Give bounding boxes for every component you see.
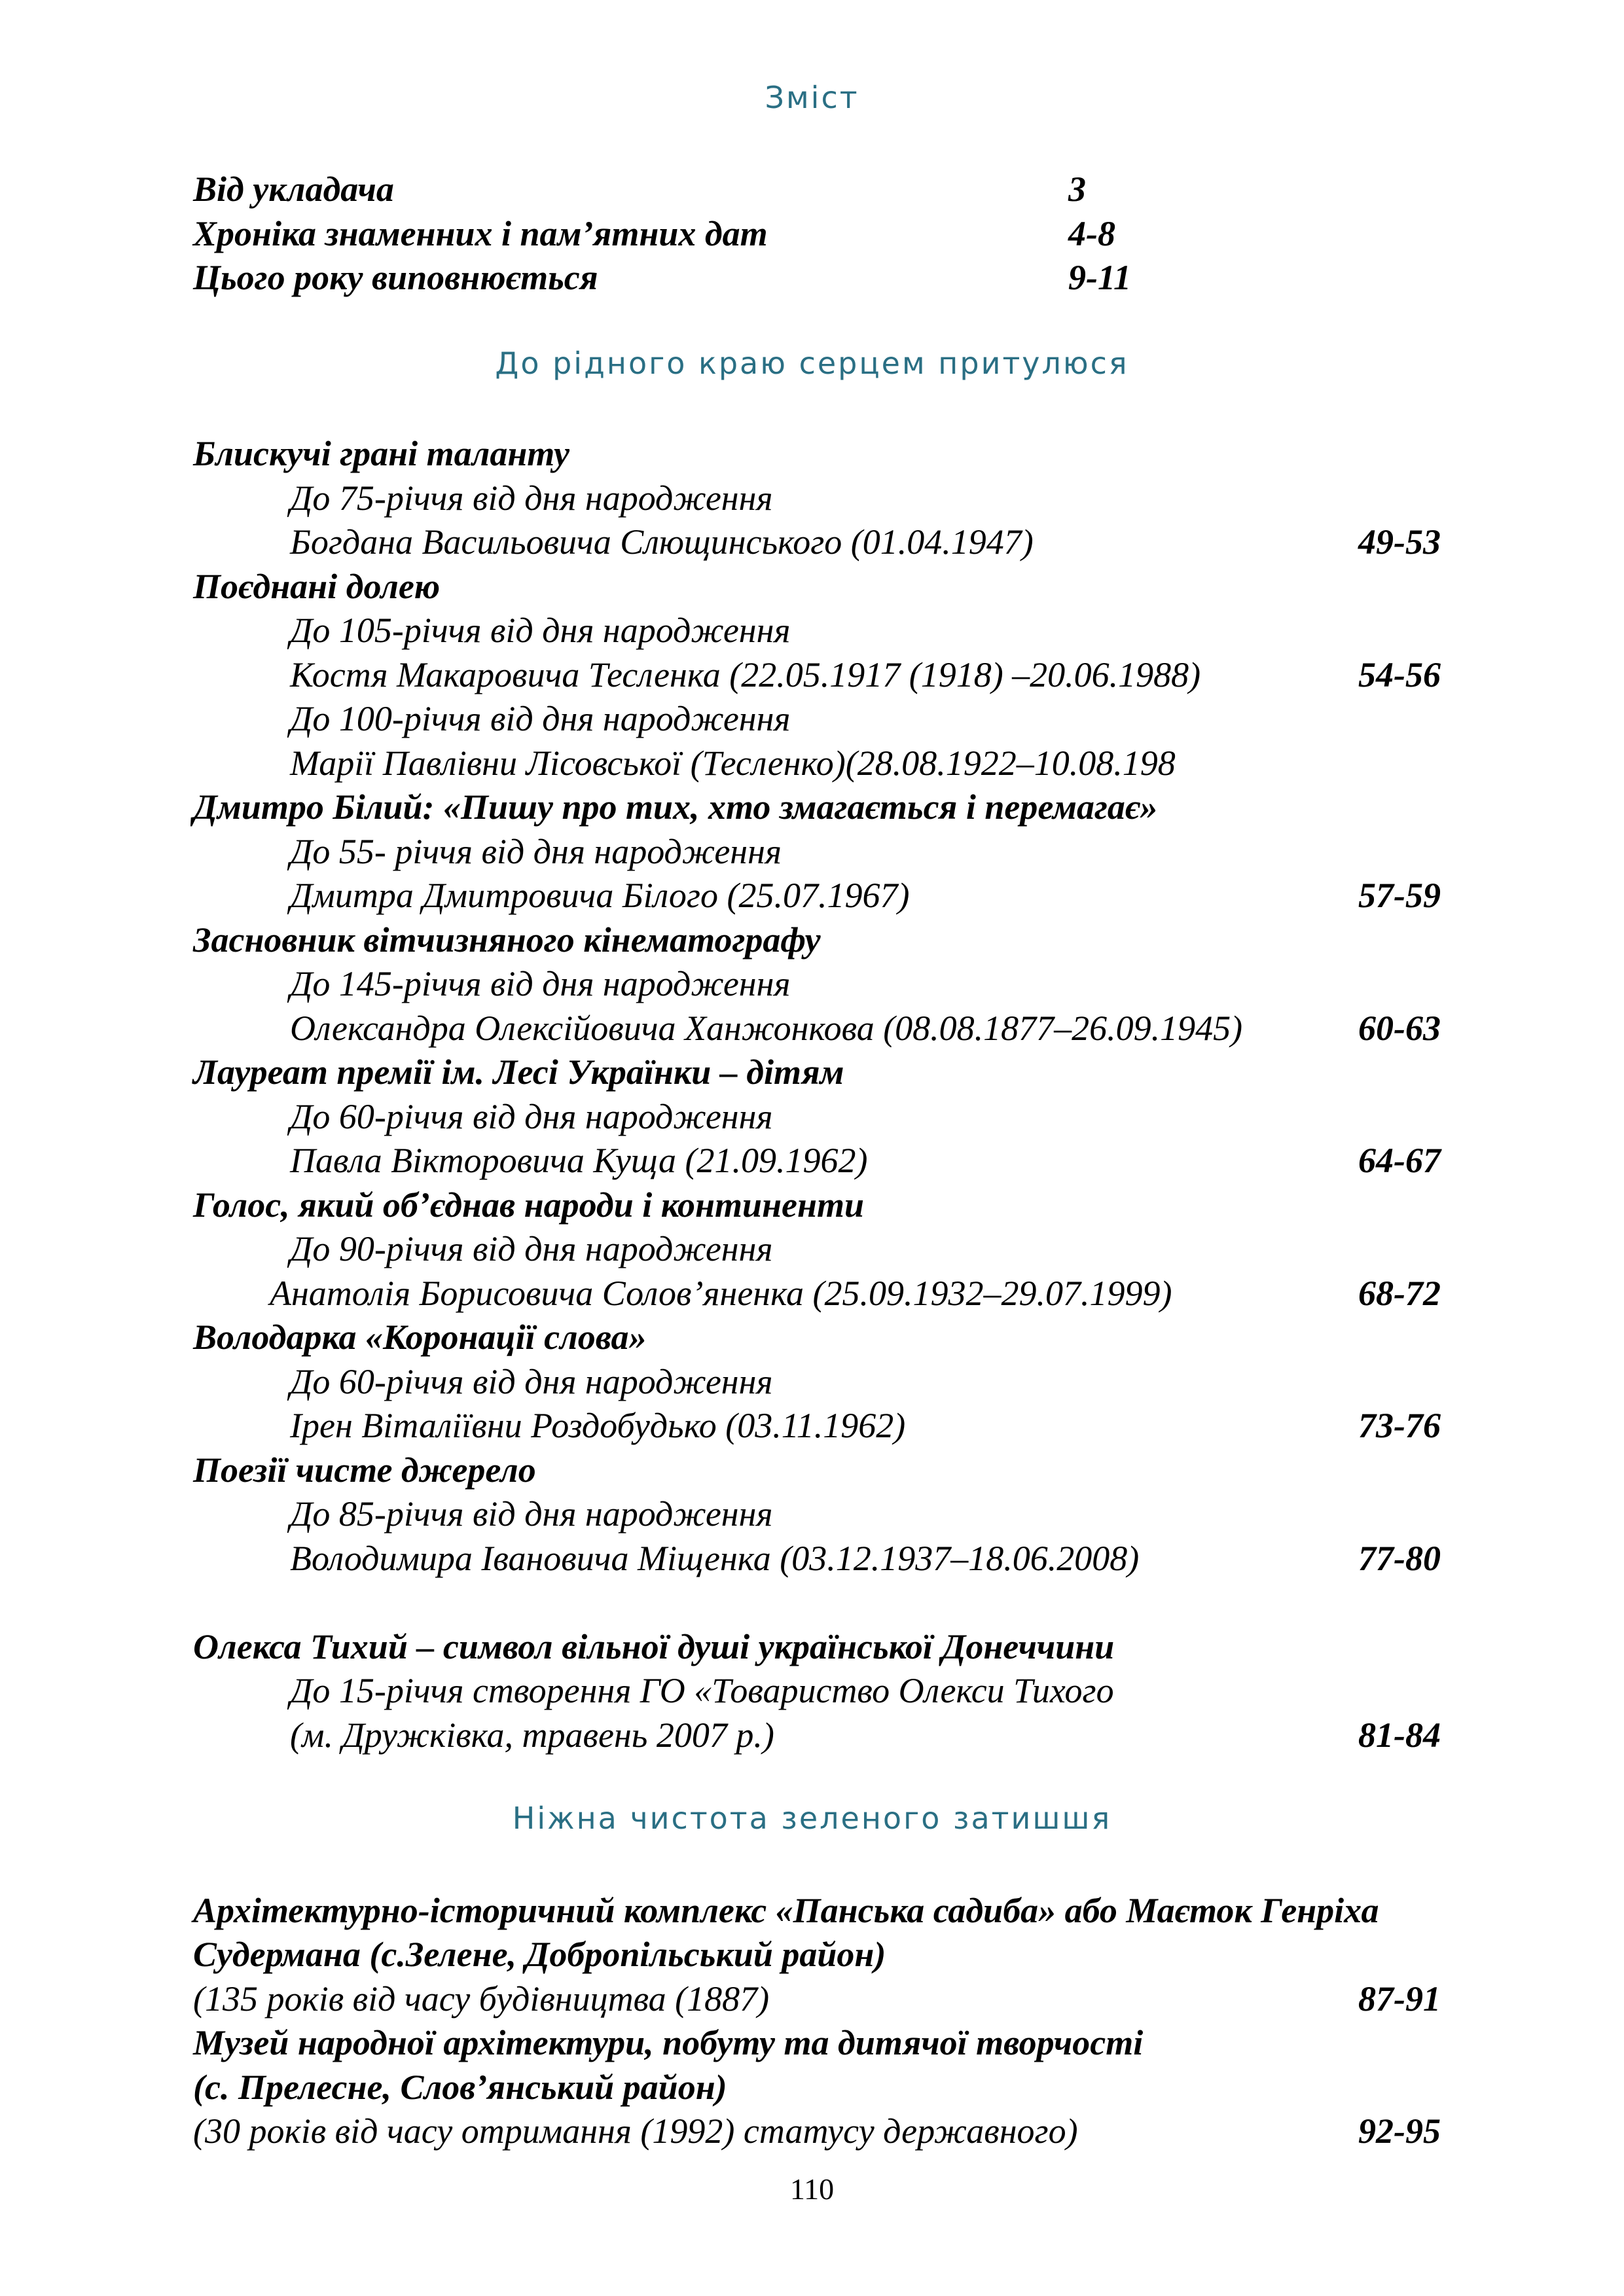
toc-entry-subtitle — [0, 1270, 1624, 1316]
toc-entry-occasion: До 60-річчя від дня народження — [290, 1362, 773, 1401]
toc-entry-page: 60-63 — [1358, 1009, 1441, 1048]
toc-entry-subtitle — [0, 1403, 1624, 1448]
toc-entry-subtitle — [0, 696, 1624, 742]
toc-entry-title-line — [0, 1447, 1624, 1493]
toc-entry-title: Архітектурно-історичний комплекс «Панська садиба» або Маєток Генріха — [193, 1891, 1379, 1930]
toc-entry-title-line — [0, 1182, 1624, 1228]
toc-entry-title: Судермана (с.Зелене, Добропільський район) — [193, 1935, 886, 1974]
toc-entry-title-line — [0, 1314, 1624, 1360]
toc-entry-page: 54-56 — [1358, 655, 1441, 694]
toc-entry — [0, 211, 1624, 257]
toc-entry-occasion: До 145-річчя від дня народження — [290, 964, 791, 1003]
toc-entry-subtitle — [0, 607, 1624, 653]
toc-entry-person: Богдана Васильовича Слющинського (01.04.1947) — [290, 522, 1034, 562]
toc-heading: Зміст — [765, 80, 859, 115]
toc-entry-subtitle — [0, 1138, 1624, 1183]
toc-entry-title: Голос, який об’єднав народи і континенти — [193, 1185, 865, 1225]
toc-entry-title-line — [0, 1931, 1624, 1977]
toc-entry-page: 64-67 — [1358, 1141, 1441, 1180]
toc-entry-title: Поезії чисте джерело — [193, 1450, 536, 1490]
toc-entry-title: Дмитро Білий: «Пишу про тих, хто змагається і перемагає» — [193, 787, 1158, 827]
page-number: 110 — [789, 2172, 835, 2206]
toc-entry-subtitle — [0, 652, 1624, 698]
toc-entry-subtitle — [0, 2108, 1624, 2154]
toc-entry-title: Засновник вітчизняного кінематографу — [193, 920, 821, 960]
toc-entry-title: Музей народної архітектури, побуту та дитячої творчості — [193, 2023, 1144, 2062]
toc-entry-occasion: До 60-річчя від дня народження — [290, 1097, 773, 1136]
toc-entry-subtitle — [0, 1226, 1624, 1272]
toc-entry-occasion: До 105-річчя від дня народження — [290, 611, 791, 650]
toc-entry-subtitle — [0, 1491, 1624, 1537]
toc-entry-page: 49-53 — [1358, 522, 1441, 562]
toc-entry-person: Костя Макаровича Тесленка (22.05.1917 (1918) –20.06.1988) — [290, 655, 1201, 694]
toc-entry-title-line — [0, 1049, 1624, 1095]
toc-entry-page: 92-95 — [1358, 2111, 1441, 2151]
toc-entry-title: Хроніка знаменних і пам’ятних дат — [193, 214, 768, 253]
toc-entry-occasion: До 55- річчя від дня народження — [290, 832, 782, 871]
toc-entry-page: 4-8 — [1068, 214, 1115, 253]
toc-entry-person: Дмитра Дмитровича Білого (25.07.1967) — [290, 876, 910, 915]
toc-entry-title-line — [0, 1888, 1624, 1933]
toc-entry-title: (с. Прелесне, Слов’янський район) — [193, 2068, 727, 2107]
toc-entry-subtitle — [0, 872, 1624, 918]
section-heading: Ніжна чистота зеленого затишшя — [512, 1801, 1112, 1836]
toc-entry-page: 81-84 — [1358, 1715, 1441, 1755]
toc-entry — [0, 255, 1624, 300]
toc-entry-page: 9-11 — [1068, 258, 1132, 297]
toc-entry-person: Марії Павлівни Лісовської (Тесленко)(28.08.1922–10.08.198 — [290, 744, 1176, 783]
toc-entry-person: Ірен Віталіївни Роздобудько (03.11.1962) — [290, 1406, 906, 1445]
toc-entry-occasion: До 85-річчя від дня народження — [290, 1494, 773, 1534]
toc-entry-subtitle — [0, 1668, 1624, 1713]
toc-entry-title: Поєднані долею — [193, 567, 441, 606]
toc-entry-subtitle — [0, 1094, 1624, 1139]
toc-entry-occasion: (135 років від часу будівництва (1887) — [193, 1979, 770, 2018]
toc-entry-title-line — [0, 917, 1624, 963]
toc-entry-subtitle — [0, 519, 1624, 565]
toc-entry-page: 57-59 — [1358, 876, 1441, 915]
toc-entry-subtitle — [0, 740, 1624, 786]
toc-entry-page: 73-76 — [1358, 1406, 1441, 1445]
toc-entry-title-line — [0, 2064, 1624, 2110]
toc-entry-title-line — [0, 784, 1624, 830]
toc-entry-person: Павла Вікторовича Куща (21.09.1962) — [290, 1141, 868, 1180]
toc-entry-subtitle — [0, 829, 1624, 874]
toc-entry-title-line — [0, 2020, 1624, 2066]
toc-entry-title-line — [0, 431, 1624, 476]
toc-entry-occasion: До 75-річчя від дня народження — [290, 478, 773, 518]
toc-entry-person: Володимира Івановича Міщенка (03.12.1937–18.06.2008) — [290, 1539, 1140, 1578]
toc-entry-occasion: (м. Дружківка, травень 2007 р.) — [290, 1715, 774, 1755]
toc-entry-subtitle — [0, 1359, 1624, 1405]
toc-entry-title: Володарка «Коронації слова» — [193, 1318, 647, 1357]
toc-entry-subtitle — [0, 961, 1624, 1007]
toc-entry-occasion: (30 років від часу отримання (1992) статусу державного) — [193, 2111, 1078, 2151]
toc-entry-page: 87-91 — [1358, 1979, 1441, 2018]
toc-entry-title-line — [0, 1624, 1624, 1670]
toc-entry-page: 77-80 — [1358, 1539, 1441, 1578]
toc-entry-title-line — [0, 564, 1624, 609]
toc-entry-person: Олександра Олексійовича Ханжонкова (08.08.1877–26.09.1945) — [290, 1009, 1243, 1048]
toc-entry-title: Блискучі грані таланту — [193, 434, 569, 473]
toc-entry-title: Цього року виповнюється — [193, 258, 598, 297]
toc-entry — [0, 166, 1624, 212]
toc-entry-person: Анатолія Борисовича Солов’яненка (25.09.1932–29.07.1999) — [270, 1274, 1172, 1313]
toc-entry-subtitle — [0, 1005, 1624, 1051]
section-heading: До рідного краю серцем притулюся — [495, 346, 1129, 381]
toc-entry-title: Лауреат премії ім. Лесі Українки – дітям — [193, 1052, 844, 1092]
toc-entry-page: 68-72 — [1358, 1274, 1441, 1313]
toc-entry-occasion: До 100-річчя від дня народження — [290, 699, 791, 738]
toc-entry-subtitle — [0, 1535, 1624, 1581]
toc-entry-occasion: До 15-річчя створення ГО «Товариство Олекси Тихого — [290, 1671, 1114, 1710]
toc-entry-occasion: До 90-річчя від дня народження — [290, 1229, 773, 1268]
toc-entry-subtitle — [0, 1976, 1624, 2022]
toc-entry-page: 3 — [1068, 170, 1086, 209]
toc-entry-subtitle — [0, 475, 1624, 521]
toc-entry-subtitle — [0, 1712, 1624, 1758]
toc-entry-title: Від укладача — [193, 170, 394, 209]
toc-entry-title: Олекса Тихий – символ вільної душі української Донеччини — [193, 1627, 1115, 1666]
